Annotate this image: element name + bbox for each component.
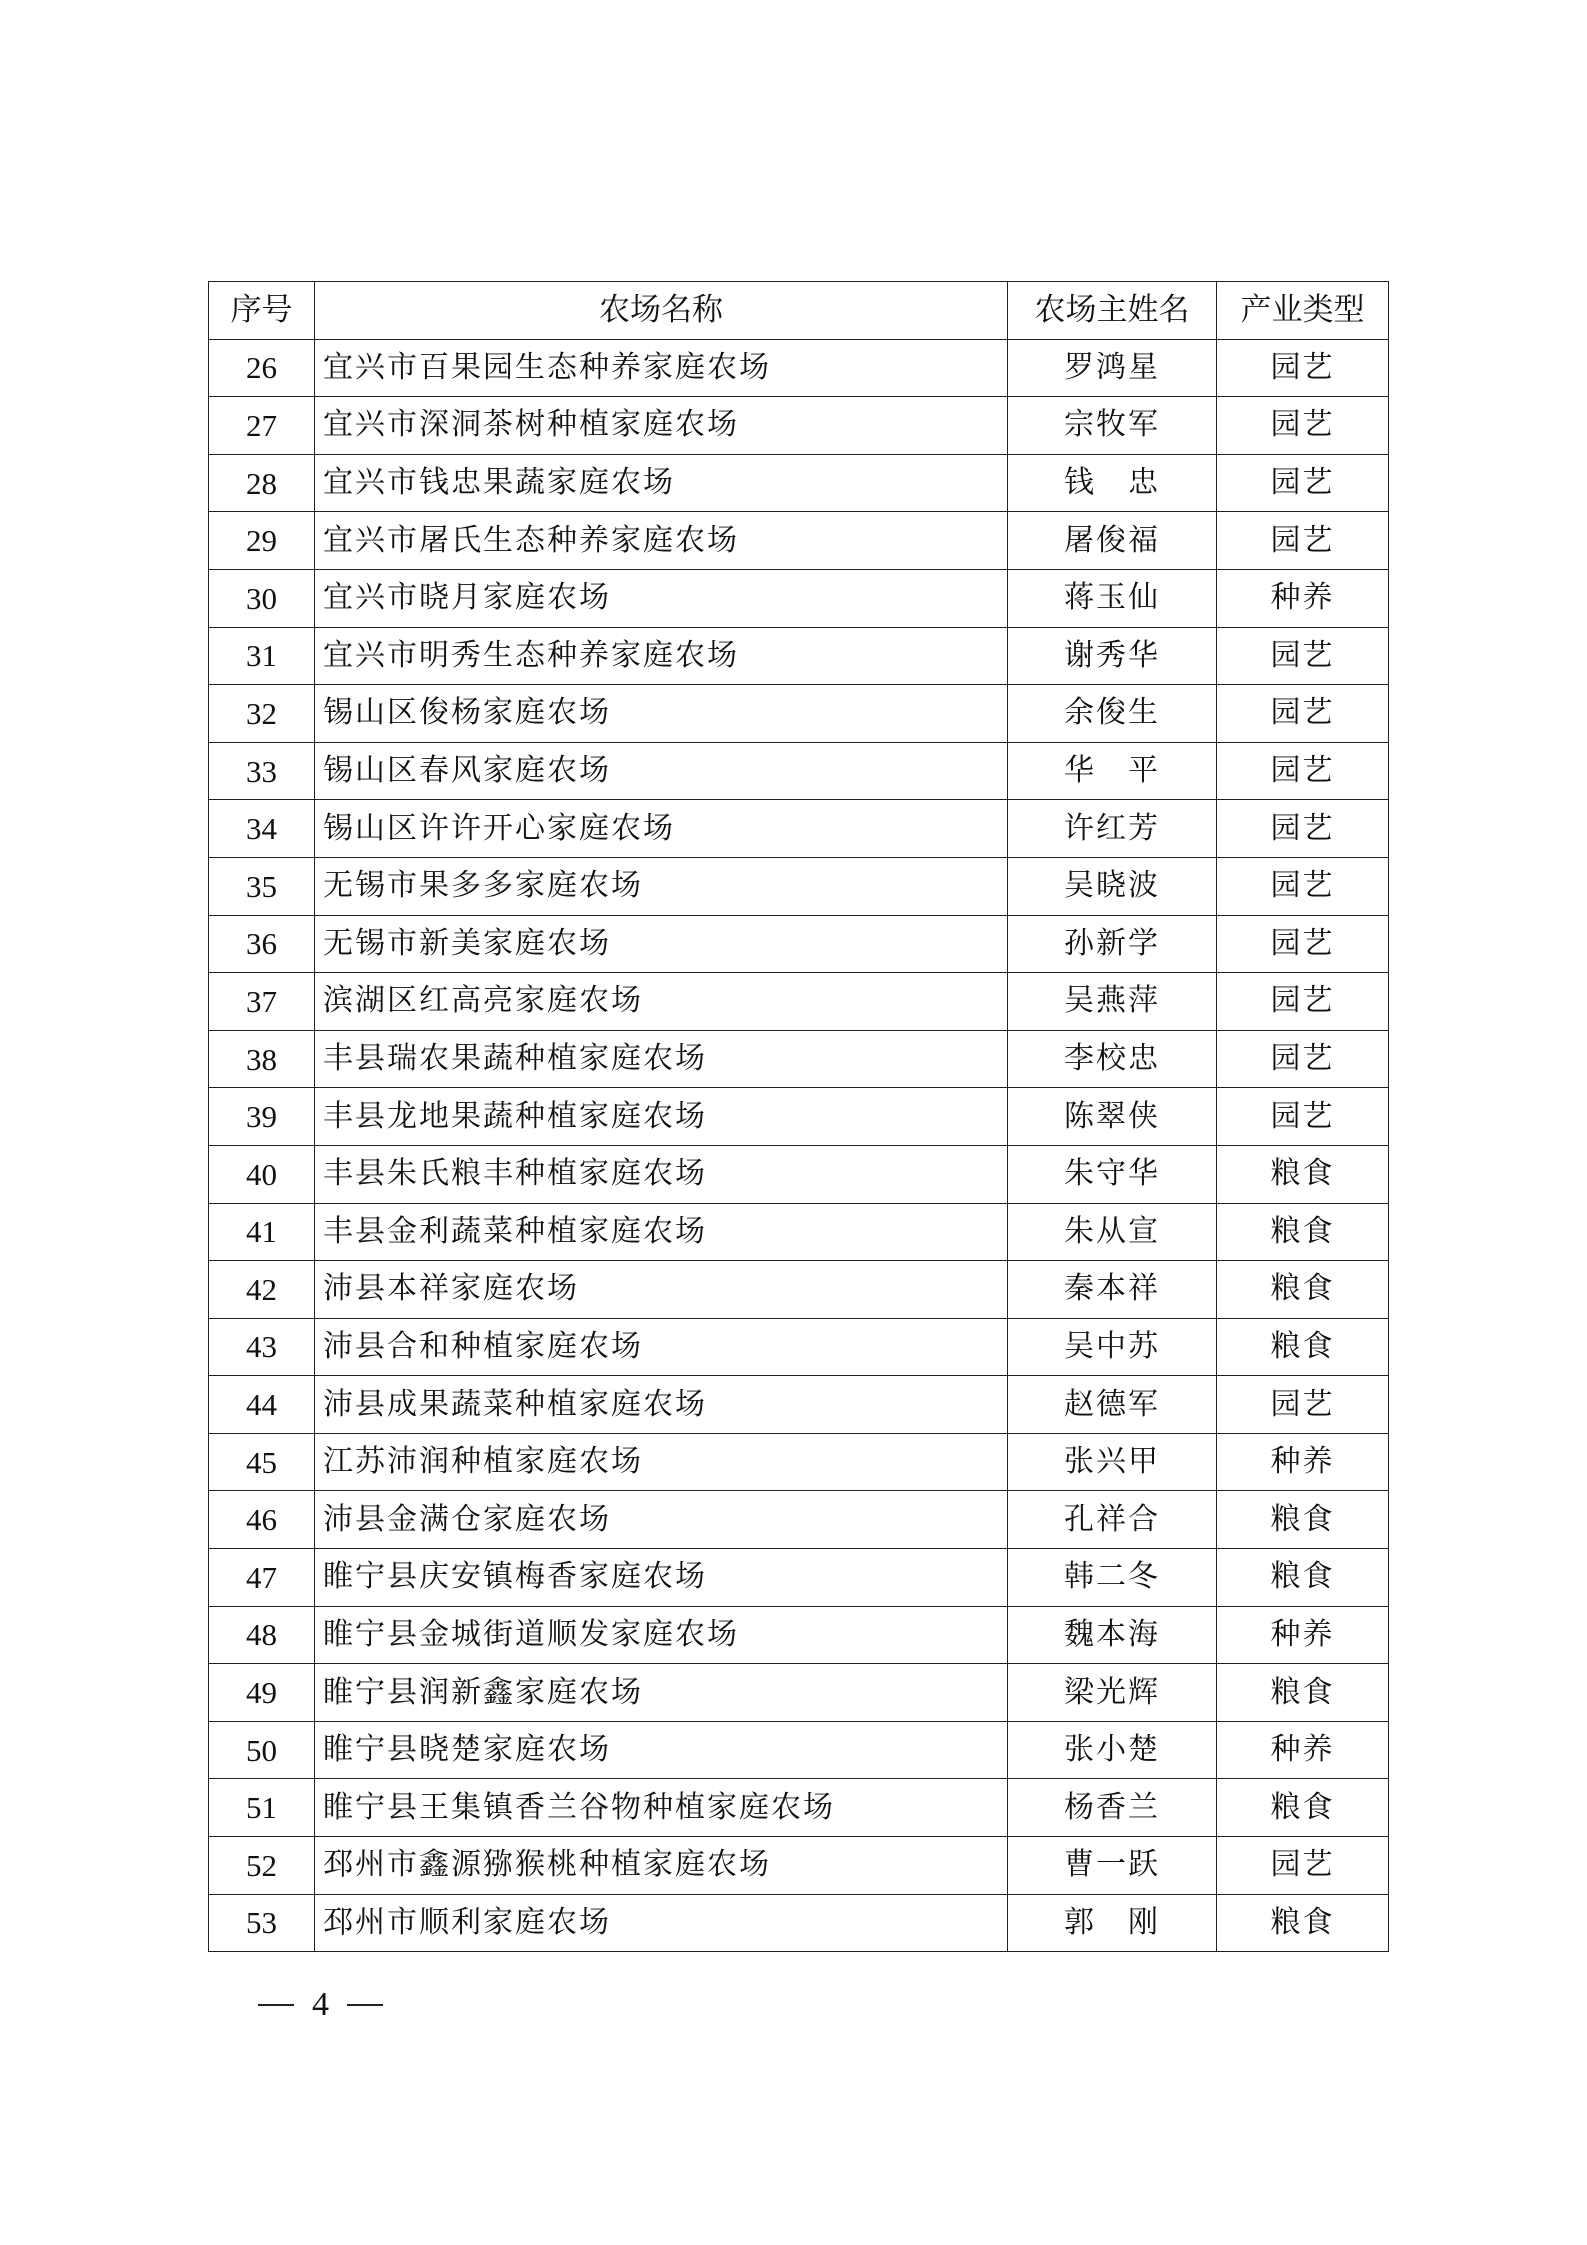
table-row	[209, 339, 1389, 397]
table-row	[209, 1894, 1389, 1952]
cell-seq: 51	[209, 1779, 315, 1837]
cell-seq: 49	[209, 1664, 315, 1722]
cell-seq: 34	[209, 800, 315, 858]
cell-owner-name: 梁光辉	[1008, 1664, 1217, 1722]
cell-owner-name: 谢秀华	[1008, 627, 1217, 685]
table-row	[209, 1491, 1389, 1549]
cell-farm-name: 丰县朱氏粮丰种植家庭农场	[315, 1145, 1008, 1203]
table-row	[209, 1261, 1389, 1319]
cell-owner-name: 罗鸿星	[1008, 339, 1217, 397]
cell-owner-name: 吴中苏	[1008, 1318, 1217, 1376]
cell-owner-name: 屠俊福	[1008, 512, 1217, 570]
cell-seq: 30	[209, 569, 315, 627]
cell-owner-name: 张兴甲	[1008, 1433, 1217, 1491]
cell-owner-name: 许红芳	[1008, 800, 1217, 858]
cell-industry-type: 园艺	[1217, 627, 1389, 685]
cell-farm-name: 锡山区俊杨家庭农场	[315, 685, 1008, 743]
cell-farm-name: 睢宁县金城街道顺发家庭农场	[315, 1606, 1008, 1664]
cell-owner-name: 陈翠侠	[1008, 1088, 1217, 1146]
cell-farm-name: 宜兴市百果园生态种养家庭农场	[315, 339, 1008, 397]
cell-seq: 35	[209, 857, 315, 915]
cell-industry-type: 种养	[1217, 569, 1389, 627]
cell-industry-type: 园艺	[1217, 512, 1389, 570]
cell-industry-type: 园艺	[1217, 973, 1389, 1031]
cell-industry-type: 园艺	[1217, 1376, 1389, 1434]
cell-seq: 37	[209, 973, 315, 1031]
cell-farm-name: 宜兴市晓月家庭农场	[315, 569, 1008, 627]
cell-seq: 52	[209, 1837, 315, 1895]
cell-owner-name: 李校忠	[1008, 1030, 1217, 1088]
cell-seq: 45	[209, 1433, 315, 1491]
cell-seq: 31	[209, 627, 315, 685]
table-row	[209, 1606, 1389, 1664]
table-row	[209, 1549, 1389, 1607]
cell-owner-name: 韩二冬	[1008, 1549, 1217, 1607]
table-row	[209, 627, 1389, 685]
cell-industry-type: 园艺	[1217, 915, 1389, 973]
header-farm-name: 农场名称	[315, 282, 1008, 340]
cell-owner-name: 孙新学	[1008, 915, 1217, 973]
cell-farm-name: 江苏沛润种植家庭农场	[315, 1433, 1008, 1491]
cell-farm-name: 宜兴市明秀生态种养家庭农场	[315, 627, 1008, 685]
cell-farm-name: 邳州市鑫源猕猴桃种植家庭农场	[315, 1837, 1008, 1895]
cell-seq: 29	[209, 512, 315, 570]
cell-owner-name: 张小楚	[1008, 1721, 1217, 1779]
cell-seq: 50	[209, 1721, 315, 1779]
cell-farm-name: 沛县金满仓家庭农场	[315, 1491, 1008, 1549]
cell-owner-name: 华 平	[1008, 742, 1217, 800]
cell-seq: 28	[209, 454, 315, 512]
cell-owner-name: 魏本海	[1008, 1606, 1217, 1664]
header-row	[209, 282, 1389, 340]
cell-seq: 32	[209, 685, 315, 743]
cell-owner-name: 余俊生	[1008, 685, 1217, 743]
cell-owner-name: 郭 刚	[1008, 1894, 1217, 1952]
cell-industry-type: 粮食	[1217, 1203, 1389, 1261]
cell-owner-name: 朱守华	[1008, 1145, 1217, 1203]
cell-industry-type: 种养	[1217, 1721, 1389, 1779]
cell-seq: 42	[209, 1261, 315, 1319]
table-body	[209, 339, 1389, 1952]
table-row	[209, 857, 1389, 915]
cell-farm-name: 滨湖区红高亮家庭农场	[315, 973, 1008, 1031]
table-row	[209, 973, 1389, 1031]
cell-industry-type: 园艺	[1217, 1837, 1389, 1895]
header-seq: 序号	[209, 282, 315, 340]
cell-industry-type: 粮食	[1217, 1261, 1389, 1319]
cell-seq: 40	[209, 1145, 315, 1203]
table-row	[209, 915, 1389, 973]
table-row	[209, 1433, 1389, 1491]
table-row	[209, 1779, 1389, 1837]
cell-owner-name: 吴燕萍	[1008, 973, 1217, 1031]
cell-seq: 38	[209, 1030, 315, 1088]
table-row	[209, 1203, 1389, 1261]
table-row	[209, 1088, 1389, 1146]
cell-owner-name: 秦本祥	[1008, 1261, 1217, 1319]
table-header	[209, 282, 1389, 340]
cell-owner-name: 杨香兰	[1008, 1779, 1217, 1837]
table-row	[209, 454, 1389, 512]
table-row	[209, 1721, 1389, 1779]
cell-farm-name: 无锡市新美家庭农场	[315, 915, 1008, 973]
cell-farm-name: 宜兴市钱忠果蔬家庭农场	[315, 454, 1008, 512]
cell-seq: 46	[209, 1491, 315, 1549]
header-owner-name: 农场主姓名	[1008, 282, 1217, 340]
table-row	[209, 685, 1389, 743]
cell-farm-name: 沛县本祥家庭农场	[315, 1261, 1008, 1319]
cell-industry-type: 园艺	[1217, 857, 1389, 915]
page-footer	[258, 1986, 383, 2024]
table-row	[209, 1318, 1389, 1376]
cell-owner-name: 钱 忠	[1008, 454, 1217, 512]
cell-farm-name: 沛县成果蔬菜种植家庭农场	[315, 1376, 1008, 1434]
cell-industry-type: 粮食	[1217, 1779, 1389, 1837]
footer-dash-right	[347, 2004, 383, 2006]
cell-farm-name: 丰县金利蔬菜种植家庭农场	[315, 1203, 1008, 1261]
cell-owner-name: 吴晓波	[1008, 857, 1217, 915]
cell-seq: 47	[209, 1549, 315, 1607]
farm-table	[208, 281, 1389, 1952]
cell-seq: 39	[209, 1088, 315, 1146]
cell-farm-name: 邳州市顺利家庭农场	[315, 1894, 1008, 1952]
cell-farm-name: 沛县合和种植家庭农场	[315, 1318, 1008, 1376]
table-row	[209, 397, 1389, 455]
table-row	[209, 569, 1389, 627]
cell-farm-name: 锡山区春风家庭农场	[315, 742, 1008, 800]
cell-industry-type: 园艺	[1217, 1088, 1389, 1146]
cell-owner-name: 孔祥合	[1008, 1491, 1217, 1549]
cell-owner-name: 蒋玉仙	[1008, 569, 1217, 627]
cell-farm-name: 锡山区许许开心家庭农场	[315, 800, 1008, 858]
cell-seq: 33	[209, 742, 315, 800]
cell-industry-type: 种养	[1217, 1433, 1389, 1491]
table-row	[209, 1376, 1389, 1434]
table-row	[209, 800, 1389, 858]
cell-farm-name: 丰县瑞农果蔬种植家庭农场	[315, 1030, 1008, 1088]
table-row	[209, 512, 1389, 570]
table-row	[209, 742, 1389, 800]
table-row	[209, 1145, 1389, 1203]
cell-owner-name: 曹一跃	[1008, 1837, 1217, 1895]
cell-seq: 36	[209, 915, 315, 973]
cell-industry-type: 园艺	[1217, 1030, 1389, 1088]
cell-farm-name: 宜兴市深洞茶树种植家庭农场	[315, 397, 1008, 455]
cell-industry-type: 园艺	[1217, 742, 1389, 800]
cell-farm-name: 宜兴市屠氏生态种养家庭农场	[315, 512, 1008, 570]
cell-farm-name: 睢宁县庆安镇梅香家庭农场	[315, 1549, 1008, 1607]
cell-industry-type: 种养	[1217, 1606, 1389, 1664]
cell-industry-type: 园艺	[1217, 397, 1389, 455]
cell-industry-type: 粮食	[1217, 1664, 1389, 1722]
cell-seq: 41	[209, 1203, 315, 1261]
cell-farm-name: 睢宁县晓楚家庭农场	[315, 1721, 1008, 1779]
cell-industry-type: 粮食	[1217, 1491, 1389, 1549]
table-row	[209, 1837, 1389, 1895]
cell-industry-type: 粮食	[1217, 1145, 1389, 1203]
cell-seq: 27	[209, 397, 315, 455]
cell-industry-type: 园艺	[1217, 685, 1389, 743]
page-number: 4	[312, 1986, 329, 2023]
header-industry-type: 产业类型	[1217, 282, 1389, 340]
cell-seq: 43	[209, 1318, 315, 1376]
table-row	[209, 1030, 1389, 1088]
cell-industry-type: 粮食	[1217, 1549, 1389, 1607]
cell-farm-name: 睢宁县润新鑫家庭农场	[315, 1664, 1008, 1722]
cell-industry-type: 园艺	[1217, 339, 1389, 397]
cell-farm-name: 无锡市果多多家庭农场	[315, 857, 1008, 915]
cell-owner-name: 朱从宣	[1008, 1203, 1217, 1261]
cell-seq: 48	[209, 1606, 315, 1664]
footer-dash-left	[258, 2004, 294, 2006]
cell-industry-type: 粮食	[1217, 1894, 1389, 1952]
cell-seq: 44	[209, 1376, 315, 1434]
cell-seq: 26	[209, 339, 315, 397]
cell-farm-name: 睢宁县王集镇香兰谷物种植家庭农场	[315, 1779, 1008, 1837]
farm-list-sheet	[208, 281, 1389, 1952]
cell-owner-name: 赵德军	[1008, 1376, 1217, 1434]
cell-farm-name: 丰县龙地果蔬种植家庭农场	[315, 1088, 1008, 1146]
cell-seq: 53	[209, 1894, 315, 1952]
cell-industry-type: 园艺	[1217, 454, 1389, 512]
cell-industry-type: 粮食	[1217, 1318, 1389, 1376]
cell-owner-name: 宗牧军	[1008, 397, 1217, 455]
cell-industry-type: 园艺	[1217, 800, 1389, 858]
table-row	[209, 1664, 1389, 1722]
